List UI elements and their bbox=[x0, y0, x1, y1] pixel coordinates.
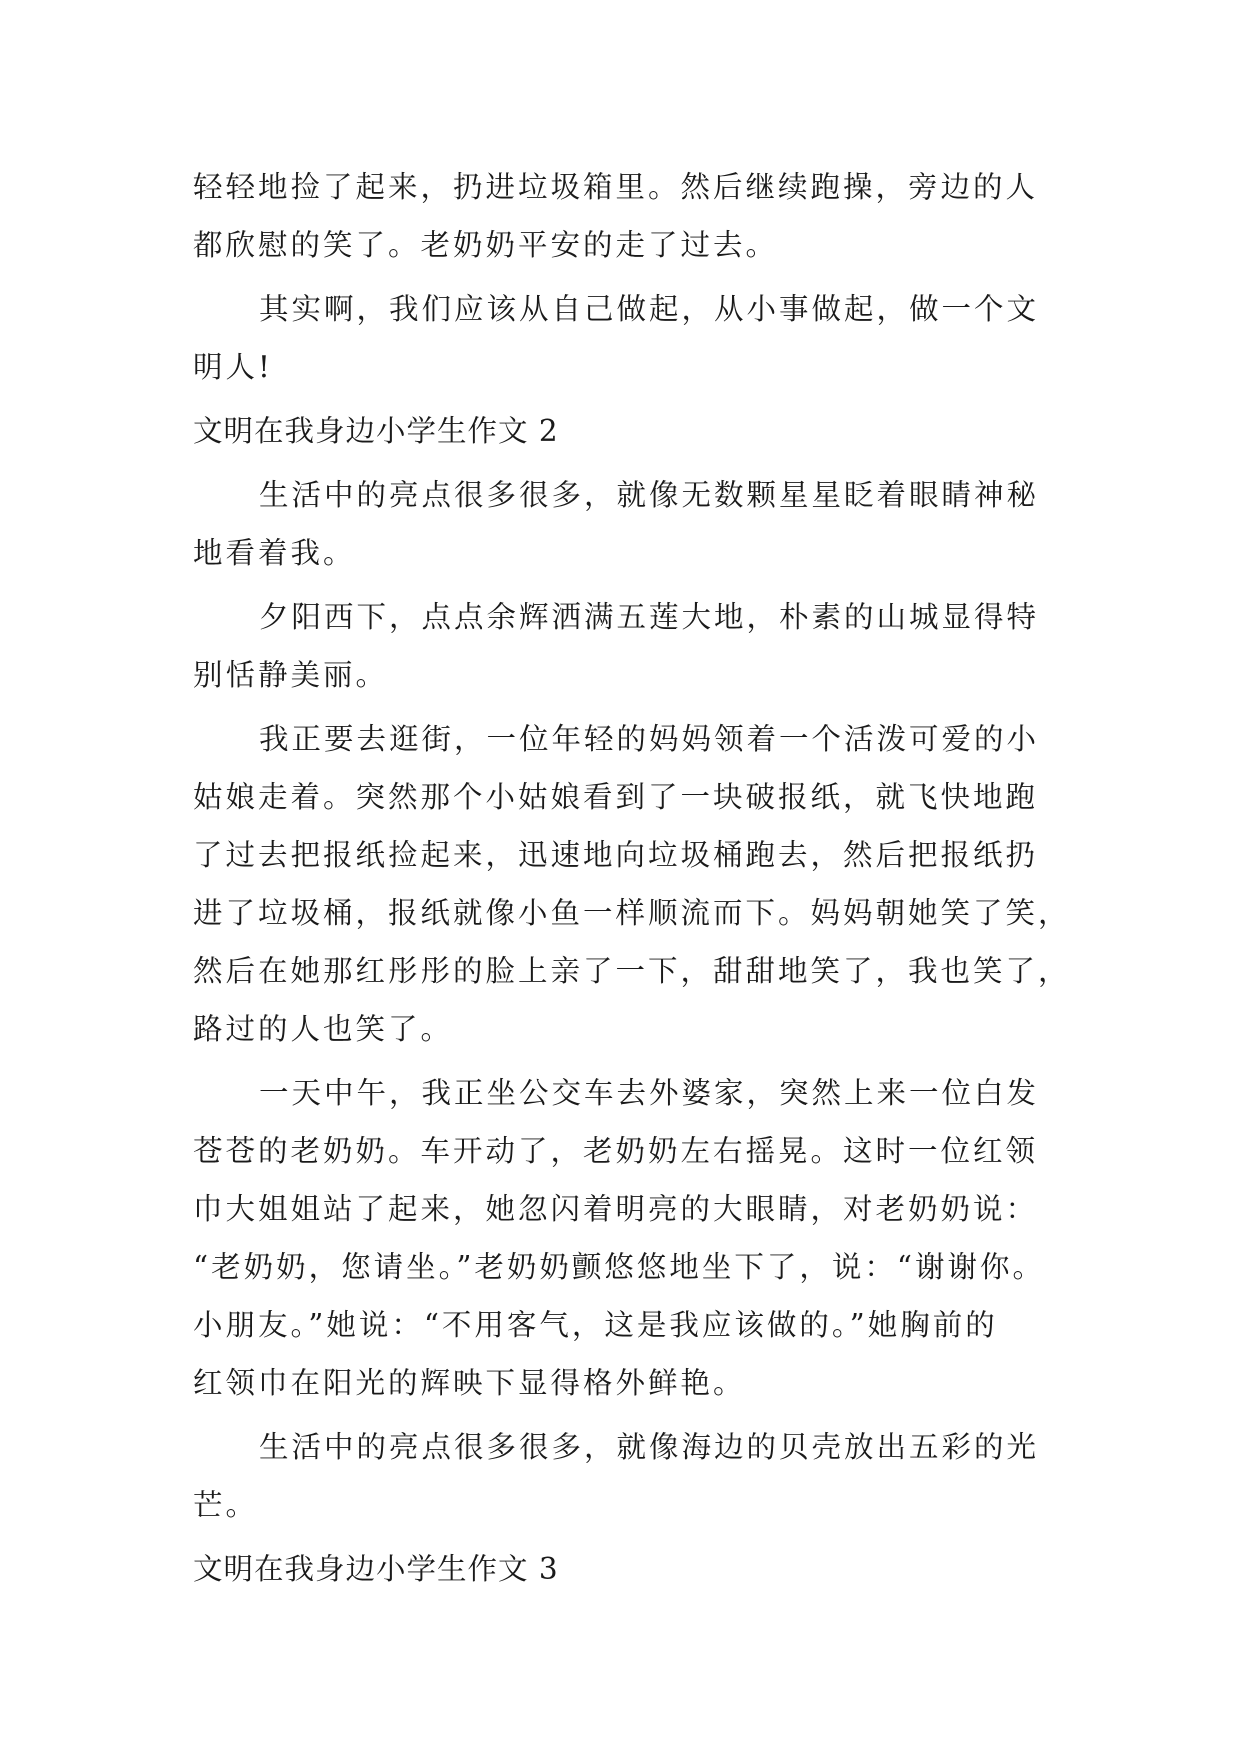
paragraph-line: 了过去把报纸捡起来，迅速地向垃圾桶跑去，然后把报纸扔 bbox=[193, 838, 1039, 872]
essay-heading: 文明在我身边小学生作文 3 bbox=[193, 1552, 559, 1586]
paragraph-first-line: 一天中午，我正坐公交车去外婆家，突然上来一位白发 bbox=[259, 1076, 1040, 1110]
paragraph-line: 然后在她那红彤彤的脸上亲了一下，甜甜地笑了，我也笑了， bbox=[193, 954, 1071, 988]
paragraph-first-line: 夕阳西下，点点余辉洒满五莲大地，朴素的山城显得特 bbox=[259, 600, 1040, 634]
paragraph-first-line: 我正要去逛街，一位年轻的妈妈领着一个活泼可爱的小 bbox=[259, 722, 1040, 756]
paragraph-line: 巾大姐姐站了起来，她忽闪着明亮的大眼睛，对老奶奶说： bbox=[193, 1192, 1039, 1226]
paragraph-line: 进了垃圾桶，报纸就像小鱼一样顺流而下。妈妈朝她笑了笑， bbox=[193, 896, 1071, 930]
document-body bbox=[193, 158, 1073, 1604]
paragraph-line: 明人! bbox=[193, 350, 273, 384]
paragraph-line: 小朋友。”她说：“不用客气，这是我应该做的。”她胸前的 bbox=[193, 1308, 998, 1342]
paragraph-line: 芒。 bbox=[193, 1488, 259, 1522]
paragraph-line: 别恬静美丽。 bbox=[193, 658, 389, 692]
paragraph-first-line: 生活中的亮点很多很多，就像海边的贝壳放出五彩的光 bbox=[259, 1430, 1040, 1464]
paragraph-line: 都欣慰的笑了。老奶奶平安的走了过去。 bbox=[193, 228, 779, 262]
paragraph-line: 地看着我。 bbox=[193, 536, 356, 570]
paragraph-line: 路过的人也笑了。 bbox=[193, 1012, 454, 1046]
paragraph-line: “老奶奶，您请坐。”老奶奶颤悠悠地坐下了，说：“谢谢你。 bbox=[193, 1250, 1045, 1284]
paragraph-line: 苍苍的老奶奶。车开动了，老奶奶左右摇晃。这时一位红领 bbox=[193, 1134, 1039, 1168]
paragraph-line: 姑娘走着。突然那个小姑娘看到了一块破报纸，就飞快地跑 bbox=[193, 780, 1039, 814]
paragraph-line: 红领巾在阳光的辉映下显得格外鲜艳。 bbox=[193, 1366, 746, 1400]
paragraph-first-line: 其实啊，我们应该从自己做起，从小事做起，做一个文 bbox=[259, 292, 1040, 326]
essay-heading: 文明在我身边小学生作文 2 bbox=[193, 414, 559, 448]
paragraph-first-line: 生活中的亮点很多很多，就像无数颗星星眨着眼睛神秘 bbox=[259, 478, 1040, 512]
paragraph-line: 轻轻地捡了起来，扔进垃圾箱里。然后继续跑操，旁边的人 bbox=[193, 170, 1039, 204]
